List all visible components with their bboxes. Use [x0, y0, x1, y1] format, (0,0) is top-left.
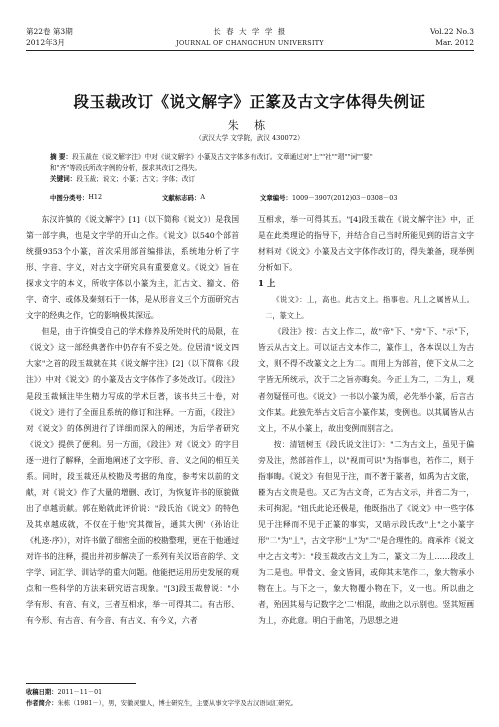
clc-value: H12 — [88, 193, 103, 201]
author-bio-value: 朱栋（1981－），男，安徽灵璧人，博士研究生，主要从事文字学及古汉语词汇研究。 — [57, 700, 298, 707]
keywords — [50, 174, 454, 185]
header-volume-en: Vol.22 No.3 — [429, 27, 474, 36]
section-heading: 1 上 — [258, 279, 276, 290]
header-date-en: Mar. 2012 — [435, 38, 474, 47]
paragraph: 《段注》按：古文上作二，故"帝"下、"旁"下、"示"下，皆云从古文上。可以证古文本作二，篆作丄，各本误以丄为古文，则不得不改篆文之上为𠄞。而用上为部首，使下文从二之字皆无所统示，次于二之旨亦晦矣。今正丄为二，𠄞为丄，观者勿疑怪可也。《说文》一书以小篆为质，必先举小篆，后言古文作某。此独先举古文后言小篆作某，变例也。以其属皆从古文上，不从小篆上，故出变例而别言之。 — [258, 327, 474, 433]
article-number-label: 文章编号： — [260, 194, 292, 202]
abstract-line-2 — [50, 163, 454, 174]
header-journal-en: JOURNAL OF CHANGCHUN UNIVERSITY — [176, 39, 324, 47]
header-journal-cn: 长 春 大 学 学 报 — [213, 27, 287, 36]
quotation: 《说文》：丄，高也。此古文上。指事也。凡丄之属皆从丄。𠄞，篆文上。 — [265, 295, 474, 321]
body-column-right — [258, 212, 474, 629]
paragraph: 互相求，举一可得其五。"[4]段玉裁在《说文解字注》中，正是在此类理论的指导下，并结合自己当时所能见到的语言文字材料对《说文》小篆及古文字体作改订的，得失兼备，现举例分析如下。 — [258, 215, 474, 273]
paragraph: 按：清钮树玉《段氏说文注订》："二为古文上，虽见于偏旁及注，然部首作丄，以"视而可识"为指事也，若作二，则于指事晦。《说文》有但见于注，而不著于篆者，如禹为古文旅，𦣞为古文贵是也。又𠀀为古文奇，𠀀为古文示，并省二为一，未可拘泥。"钮氏此论还极是，他既指出了《说文》中一些字体见于注释而不见于正篆的事实，又暗示段氏改"上"之小篆字形"𠄞"为"丄"，古文字形"丄"为"二"是合理性的。商承祚《说文中之古文考》："段玉裁改古文丄为二，篆文𠄞为丄……段改丄为二是也。甲骨文、金文皆同，或仰其末笔作𠄞，象大物承小物在上。与下之一，象大物覆小物在下，义一也。所以曲之者，殆因其易与记数字之'二'相混，故曲之以示别也。竖其短画为丄，亦此意。明白于曲笔，乃思想之进 — [258, 439, 474, 626]
header-rule — [26, 50, 474, 51]
abstract — [50, 152, 454, 185]
article-affiliation: （武汉大学 文学院，武汉 430072） — [195, 134, 304, 142]
clc-label: 中图分类号： — [50, 194, 89, 202]
paragraph: 但是，由于许慎受自己的学术修养及所处时代的局限，在《说文》这一部经典著作中仍存有不妥之处。位居清"说文四大家"之首的段玉裁就在其《说文解字注》[2]（以下简称《段注》）中对《说文》的小篆及古文字体作了多处改订。《段注》是段玉裁倾注毕生精力写成的学术巨著，该书共三十卷，对《说文》进行了全面且系统的修订和注释。一方面，《段注》对《说文》的体例进行了详细而深入的阐述，为后学者研究《说文》提供了便利。另一方面，《段注》对《说文》的字目逐一进行了解释，全面地阐述了文字形、音、义之间的相互关系。同时，段玉裁还从校勘及考据的角度，参考宋以前的文献，对《说文》作了大量的增删、改订，为恢复许书的原貌做出了卓越贡献。郭在贻就此评价说："段氏治《说文》的特色及其卓越成就，不仅在于他'究其微旨，通其大例'（孙诒让《札迻·序》），对许书做了细密全面的校勘整理，更在于他通过对许书的注释，提出并初步解决了一系列有关汉语音韵学、文字学、词汇学、训诂学的重大问题。他能把运用历史发展的观点和一些科学的方法来研究语言现象。"[3]段玉裁曾说："小学有形、有音、有义，三者互相求，举一可得其二。有古形、有今形、有古音、有今音、有古义、有今义，六者 — [26, 327, 239, 626]
article-number — [260, 193, 398, 202]
abstract-text-2: 和"齐"等段氏所改字例的分析，探求其改订之得失。 — [50, 163, 202, 172]
abstract-text-1: 段玉裁在《说文解字注》中对《说文解字》小篆及古文字体多有改订。文章通过对"上""社""瑁""词""要" — [72, 153, 373, 161]
received-label: 收稿日期： — [26, 689, 58, 696]
keywords-label: 关键词： — [50, 175, 77, 183]
received-value: 2011－11－01 — [57, 689, 103, 696]
doc-code-label: 文献标志码： — [162, 194, 201, 202]
header-volume-cn: 第22卷 第3期 — [26, 27, 73, 36]
clc — [50, 193, 103, 202]
article-number-value: 1009－3907(2012)03－0308－03 — [291, 194, 398, 202]
header-date-cn: 2012年3月 — [26, 38, 65, 47]
abstract-label: 摘 要： — [50, 153, 73, 161]
footnote-rule — [26, 683, 136, 684]
abstract-line-1 — [50, 152, 454, 163]
article-author: 朱 栋 — [227, 119, 272, 132]
doc-code-value: A — [200, 193, 205, 201]
footnote-author — [26, 699, 474, 709]
article-title: 段玉裁改订《说文解字》正篆及古文字体得失例证 — [73, 92, 426, 111]
body-column-left — [26, 212, 239, 629]
keywords-text: 段玉裁；说文；小篆；古文；字体；改订 — [76, 175, 196, 183]
footnote-received — [26, 688, 474, 698]
doc-code — [162, 193, 205, 202]
author-bio-label: 作者简介： — [26, 700, 58, 707]
paragraph: 东汉许慎的《说文解字》[1]（以下简称《说文》）是我国第一部字典，也是文字学的开山之作。《说文》以540个部首统摄9353个小篆，首次采用部首编排法，系统地分析了字形、字音、字义，对古文字研究具有重要意义。《说文》旨在探求文字的本义，所收字体以小篆为主，汇古文、籀文、俗字、奇字、或体及秦刻石于一体，是从形音义三个方面研究古文字的经典之作，它的影响极其深远。 — [26, 215, 239, 321]
